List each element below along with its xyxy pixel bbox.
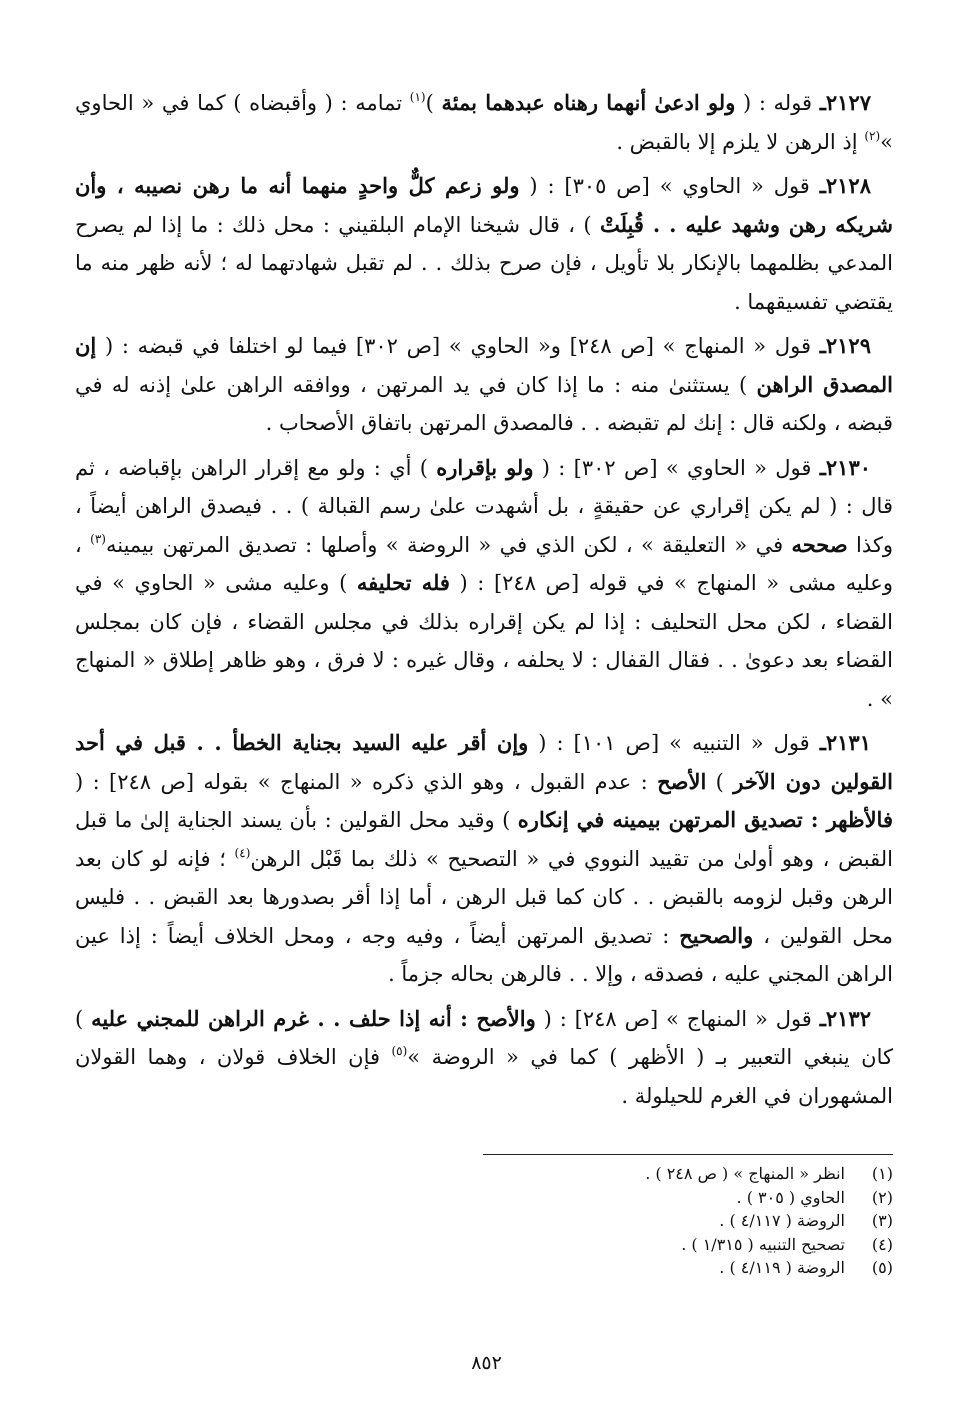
footnote-number: (٤) xyxy=(871,1234,893,1254)
paragraph-number: ٢١٣٠ـ xyxy=(819,454,872,480)
footnote xyxy=(75,1209,893,1233)
text-segment: قوله : ( xyxy=(735,91,820,115)
text-segment: قول « المنهاج » [ص ٢٤٨] و« الحاوي » [ص ٣٠٢] فيما لو اختلفا في قبضه : ( xyxy=(96,334,820,358)
paragraph xyxy=(75,167,893,321)
text-segment: تمامه : ( وأقبضاه ) كما في « الحاوي » xyxy=(75,91,893,154)
text-segment: قول « المنهاج » [ص ٢٤٨] : ( xyxy=(535,1006,820,1031)
quoted-text: ولو بإقراره xyxy=(436,454,534,480)
footnote-ref: (٢) xyxy=(864,128,881,143)
text-segment: ) ، قال شيخنا الإمام البلقيني : محل ذلك : ما إذا لم يصرح المدعي بظلمهما بالإنكار بلا تأويل ، فإن صرح بذلك . . لم تقبل شهادتهما له ؛ لأنه ظهر منه ما يقتضي تفسيقهما . xyxy=(75,212,893,314)
footnotes xyxy=(75,1162,893,1280)
text-segment: ) يستثنىٰ منه : ما إذا كان في يد المرتهن ، ووافقه الراهن علىٰ إذنه له في قبضه ، ولكنه قال : إنك لم تقبضه . . فالمصدق المرتهن باتفاق الأصحاب . xyxy=(75,372,893,435)
footnote-text: انظر « المنهاج » ( ص ٢٤٨ ) . xyxy=(645,1164,845,1183)
text-segment: قول « الحاوي » [ص ٣٠٢] : ( xyxy=(533,455,820,480)
quoted-text: ولو زعم كلٌّ واحدٍ منهما أنه ما رهن نصيبه ، وأن شريكه رهن وشهد عليه . . قُبِلَتْ xyxy=(75,173,893,237)
footnote-text: الروضة ( ٤/١١٩ ) . xyxy=(719,1258,845,1277)
footnote xyxy=(75,1256,893,1280)
text-segment: قول « التنبيه » [ص ١٠١] : ( xyxy=(528,731,820,755)
text-segment: في « التعليقة » ، لكن الذي في « الروضة » وأصلها : تصديق المرتهن بيمينه xyxy=(105,532,792,557)
paragraph-number: ٢١٣٢ـ xyxy=(819,1005,871,1031)
text-segment: ) أي : ولو مع إقرار الراهن بإقباضه ، ثم قال : ( لم يكن إقراري عن حقيقةٍ ، بل أشهدت علىٰ رسم القبالة ) . . فيصدق الراهن أيضاً ، وكذا xyxy=(75,455,894,557)
footnote-text: الروضة ( ٤/١١٧ ) . xyxy=(719,1211,845,1230)
paragraph-number: ٢١٢٩ـ xyxy=(819,333,871,358)
text-segment: : عدم القبول ، وهو الذي ذكره « المنهاج » بقوله [ص ٢٤٨] : ( xyxy=(75,769,658,794)
footnote-number: (١) xyxy=(871,1164,893,1183)
quoted-text: وإن أقر عليه السيد بجناية الخطأ . . قبل في أحد القولين دون الآخر xyxy=(75,730,894,794)
footnote-number: (٢) xyxy=(871,1187,893,1207)
footnote-text: تصحيح التنبيه ( ١/٣١٥ ) . xyxy=(681,1234,845,1254)
paragraph xyxy=(75,1000,893,1116)
footnote-ref: (١) xyxy=(409,90,426,104)
footnote-ref: (٣) xyxy=(90,531,106,546)
text-segment: ) xyxy=(425,91,442,115)
main-text xyxy=(75,84,893,1121)
paragraph xyxy=(75,449,893,719)
text-segment: ) وقيد محل القولين : بأن يسند الجناية إلىٰ ما قبل القبض ، وهو أولىٰ من تقييد النووي في « التصحيح » ذلك بما قَبْل الرهن xyxy=(75,808,893,871)
text-segment: ؛ فإنه لو كان بعد الرهن وقبل لزومه بالقبض . . كان كما قبل الرهن ، أما إذا أقر بصدورها بعد القبض . . فليس محل القولين ، xyxy=(75,846,893,948)
paragraph-number: ٢١٢٨ـ xyxy=(819,173,871,198)
text-segment: فإن الخلاف قولان ، وهما القولان المشهوران في الغرم للحيلولة . xyxy=(75,1045,893,1108)
footnote-number: (٣) xyxy=(871,1211,893,1230)
page-number: ٨٥٢ xyxy=(471,1352,502,1374)
footnote-number: (٥) xyxy=(871,1258,893,1277)
footnote-ref: (٤) xyxy=(234,845,251,860)
text-segment: ، وعليه مشى « المنهاج » في قوله [ص ٢٤٨] : ( xyxy=(75,532,893,595)
quoted-text: إن المصدق الراهن xyxy=(75,333,893,397)
text-segment: : تصديق المرتهن أيضاً ، وفيه وجه ، ومحل الخلاف أيضاً : إذا عين الراهن المجني عليه ، فصدقه ، وإلا . . فالرهن بحاله جزماً . xyxy=(75,923,893,986)
quoted-text: ولو ادعىٰ أنهما رهناه عبدهما بمئة xyxy=(441,90,736,115)
quoted-text: فله تحليفه xyxy=(356,570,450,595)
footnote xyxy=(75,1186,893,1210)
text-segment: ) xyxy=(706,769,734,794)
footnote xyxy=(75,1162,893,1186)
quoted-text: والأصح : أنه إذا حلف . . غرم الراهن للمجني عليه xyxy=(91,1005,536,1031)
quoted-text: صححه xyxy=(791,531,848,557)
paragraph xyxy=(75,84,893,161)
paragraph xyxy=(75,724,893,994)
text-segment: قول « الحاوي » [ص ٣٠٥] : ( xyxy=(519,174,820,198)
quoted-text: والصحيح xyxy=(679,922,754,948)
quoted-text: الأصح xyxy=(657,768,707,794)
paragraph-number: ٢١٢٧ـ xyxy=(819,90,872,115)
quoted-text: فالأظهر : تصديق المرتهن بيمينه في إنكاره xyxy=(517,807,893,832)
text-segment: ) وعليه مشى « الحاوي » في القضاء ، لكن محل التحليف : إذا لم يكن إقراره بذلك في مجلس القضاء ، فإن كان بمجلس القضاء بعد دعوىٰ . . فقال القفال : لا يحلفه ، وقال غيره : لا فرق ، وهو ظاهر إطلاق « المنهاج » . xyxy=(75,571,893,711)
paragraph-number: ٢١٣١ـ xyxy=(819,730,871,755)
text-segment: ) كان ينبغي التعبير بـ ( الأظهر ) كما في « الروضة » xyxy=(75,1006,893,1069)
paragraph xyxy=(75,327,893,443)
footnote-separator xyxy=(483,1154,893,1155)
text-segment: إذ الرهن لا يلزم إلا بالقبض . xyxy=(616,129,865,154)
footnote-ref: (٥) xyxy=(391,1044,408,1058)
footnote-text: الحاوي ( ٣٠٥ ) . xyxy=(736,1187,845,1207)
footnote xyxy=(75,1233,893,1257)
